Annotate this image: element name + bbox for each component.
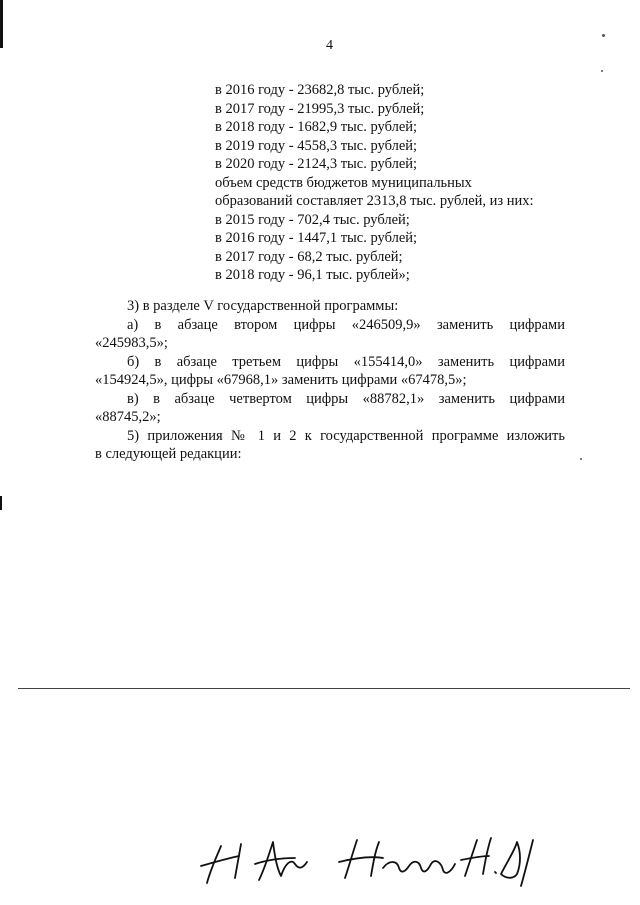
- horizontal-rule: [18, 688, 630, 689]
- budget-line: в 2019 году - 4558,3 тыс. рублей;: [215, 137, 418, 154]
- budget-line: образований составляет 2313,8 тыс. рублей, из них:: [215, 193, 534, 209]
- page-number: 4: [326, 38, 333, 53]
- section-3-heading: 3) в разделе V государственной программы:: [127, 298, 399, 314]
- section-5-line-1: 5) приложения № 1 и 2 к государственной программе изложить: [127, 427, 565, 444]
- item-a-line-1: а) в абзаце втором цифры «246509,9» заменить цифрами: [127, 316, 565, 333]
- item-c-line-1: в) в абзаце четвертом цифры «88782,1» заменить цифрами: [127, 390, 565, 407]
- budget-line: в 2016 году - 1447,1 тыс. рублей;: [215, 230, 418, 246]
- handwritten-signature: [195, 828, 535, 898]
- scan-speck: [601, 70, 603, 72]
- budget-line: в 2017 году - 68,2 тыс. рублей;: [215, 248, 403, 265]
- budget-line: в 2017 году - 21995,3 тыс. рублей;: [215, 100, 425, 117]
- budget-line: в 2016 году - 23682,8 тыс. рублей;: [215, 82, 425, 98]
- scan-edge-mark: [0, 496, 2, 510]
- budget-amounts-list: [215, 81, 575, 285]
- item-c-line-2: «88745,2»;: [95, 409, 161, 425]
- budget-line: объем средств бюджетов муниципальных: [215, 174, 472, 191]
- item-b-line-2: «154924,5», цифры «67968,1» заменить цифрами «67478,5»;: [95, 372, 467, 388]
- item-a-line-2: «245983,5»;: [95, 335, 168, 351]
- budget-line: в 2020 году - 2124,3 тыс. рублей;: [215, 156, 418, 172]
- item-b-line-1: б) в абзаце третьем цифры «155414,0» заменить цифрами: [127, 353, 565, 370]
- budget-line: в 2018 году - 96,1 тыс. рублей»;: [215, 267, 410, 283]
- scan-edge-mark: [0, 0, 3, 48]
- section-3-paragraph: [95, 297, 565, 464]
- scan-speck: [580, 458, 582, 460]
- section-5-line-2: в следующей редакции:: [95, 446, 242, 462]
- budget-line: в 2018 году - 1682,9 тыс. рублей;: [215, 119, 418, 135]
- scan-speck: [602, 34, 605, 37]
- budget-line: в 2015 году - 702,4 тыс. рублей;: [215, 211, 410, 228]
